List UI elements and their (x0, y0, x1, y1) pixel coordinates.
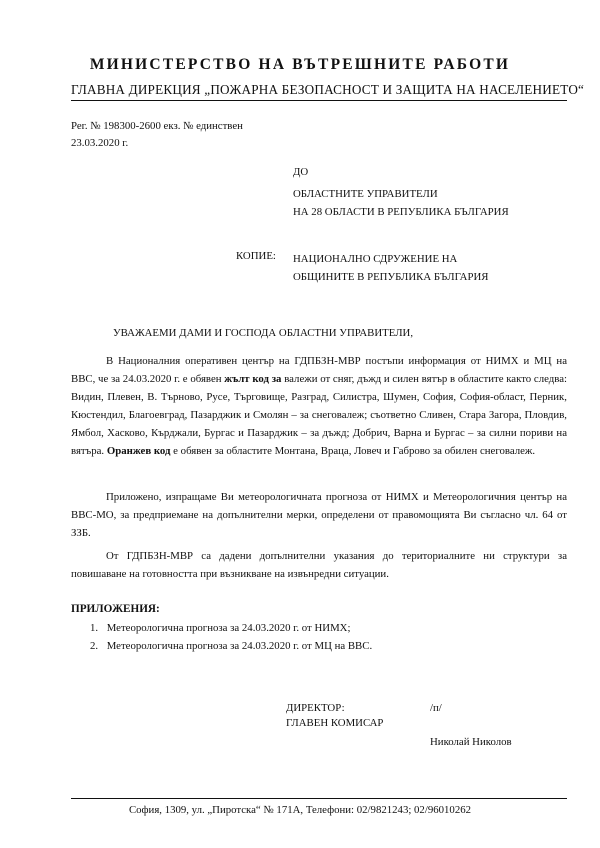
footer-divider (71, 798, 567, 799)
copy-recipient-line-2: ОБЩИНИТЕ В РЕПУБЛИКА БЪЛГАРИЯ (293, 271, 489, 283)
p1-text-d: е обявен за областите Монтана, Враца, Ловеч и Габрово за обилен снеговалеж. (170, 445, 536, 457)
attachment-item: 2. Метеорологична прогноза за 24.03.2020 г. от МЦ на ВВС. (90, 640, 373, 652)
p1-text-c: валежи от сняг, дъжд и силен вятър в областите както следва: Видин, Плевен, В. Търново, Русе, Търговище, Разград, Силистра, Шумен, София, София-област, Перник, Кюстендил, Благоевград, Пазарджик и Смолян – за снеговалеж; съответно Сливен, Стара Загора, Пловдив, Ямбол, Хасково, Кърджали, Бургас и Пазарджик – за дъжд; Добрич, Варна и Бургас – за силни пориви на вятъра. (71, 373, 567, 457)
header-divider (71, 100, 567, 101)
greeting: УВАЖАЕМИ ДАМИ И ГОСПОДА ОБЛАСТНИ УПРАВИТЕЛИ, (113, 327, 414, 339)
p1-text-a: В Националния оперативен център на ГДПБЗН-МВР постъпи информация от НИМХ и МЦ на ВВС, че за 24.03.2020 г. е обявен (71, 355, 567, 385)
recipient-line-2: НА 28 ОБЛАСТИ В РЕПУБЛИКА БЪЛГАРИЯ (293, 206, 509, 218)
recipient-block (293, 163, 509, 221)
body-paragraph-2 (71, 488, 567, 542)
p3-text: От ГДПБЗН-МВР са дадени допълнителни указания до териториалните ни структури за повишаване на готовността при възникване на извънредни ситуации. (71, 550, 567, 580)
recipient-line-1: ОБЛАСТНИТЕ УПРАВИТЕЛИ (293, 188, 438, 200)
copy-label: КОПИЕ: (236, 250, 276, 262)
registration-number: Рег. № 198300-2600 екз. № единствен (71, 120, 243, 132)
copy-recipient-line-1: НАЦИОНАЛНО СДРУЖЕНИЕ НА (293, 253, 458, 265)
signature-mark: /п/ (430, 702, 442, 714)
copy-recipient-block (293, 250, 488, 286)
orange-code-highlight: Оранжев код (106, 445, 171, 457)
signature-title: ДИРЕКТОР: (286, 702, 345, 714)
ministry-title: МИНИСТЕРСТВО НА ВЪТРЕШНИТЕ РАБОТИ (89, 56, 511, 73)
directorate-title: ГЛАВНА ДИРЕКЦИЯ „ПОЖАРНА БЕЗОПАСНОСТ И ЗАЩИТА НА НАСЕЛЕНИЕТО“ (71, 82, 585, 97)
p2-text: Приложено, изпращаме Ви метеорологичната прогноза от НИМХ и Метеорологичния център на ВВС-МО, за предприемане на допълнителни мерки, определени от правомощията Ви съгласно чл. 64 от ЗЗБ. (71, 491, 567, 539)
registration-block (71, 118, 243, 152)
attachments-list (90, 619, 372, 655)
yellow-code-highlight: жълт код за (224, 373, 282, 385)
footer-address: София, 1309, ул. „Пиротска“ № 171А, Телефони: 02/9821243; 02/96010262 (128, 804, 472, 816)
signature-rank: ГЛАВЕН КОМИСАР (286, 717, 384, 729)
attachments-title: ПРИЛОЖЕНИЯ: (71, 603, 160, 615)
body-paragraph-1 (71, 352, 567, 460)
body-paragraph-3 (71, 547, 567, 583)
recipient-label: ДО (293, 166, 309, 178)
signature-name: Николай Николов (430, 736, 512, 748)
registration-date: 23.03.2020 г. (71, 137, 129, 149)
attachment-item: 1. Метеорологична прогноза за 24.03.2020 г. от НИМХ; (90, 622, 351, 634)
